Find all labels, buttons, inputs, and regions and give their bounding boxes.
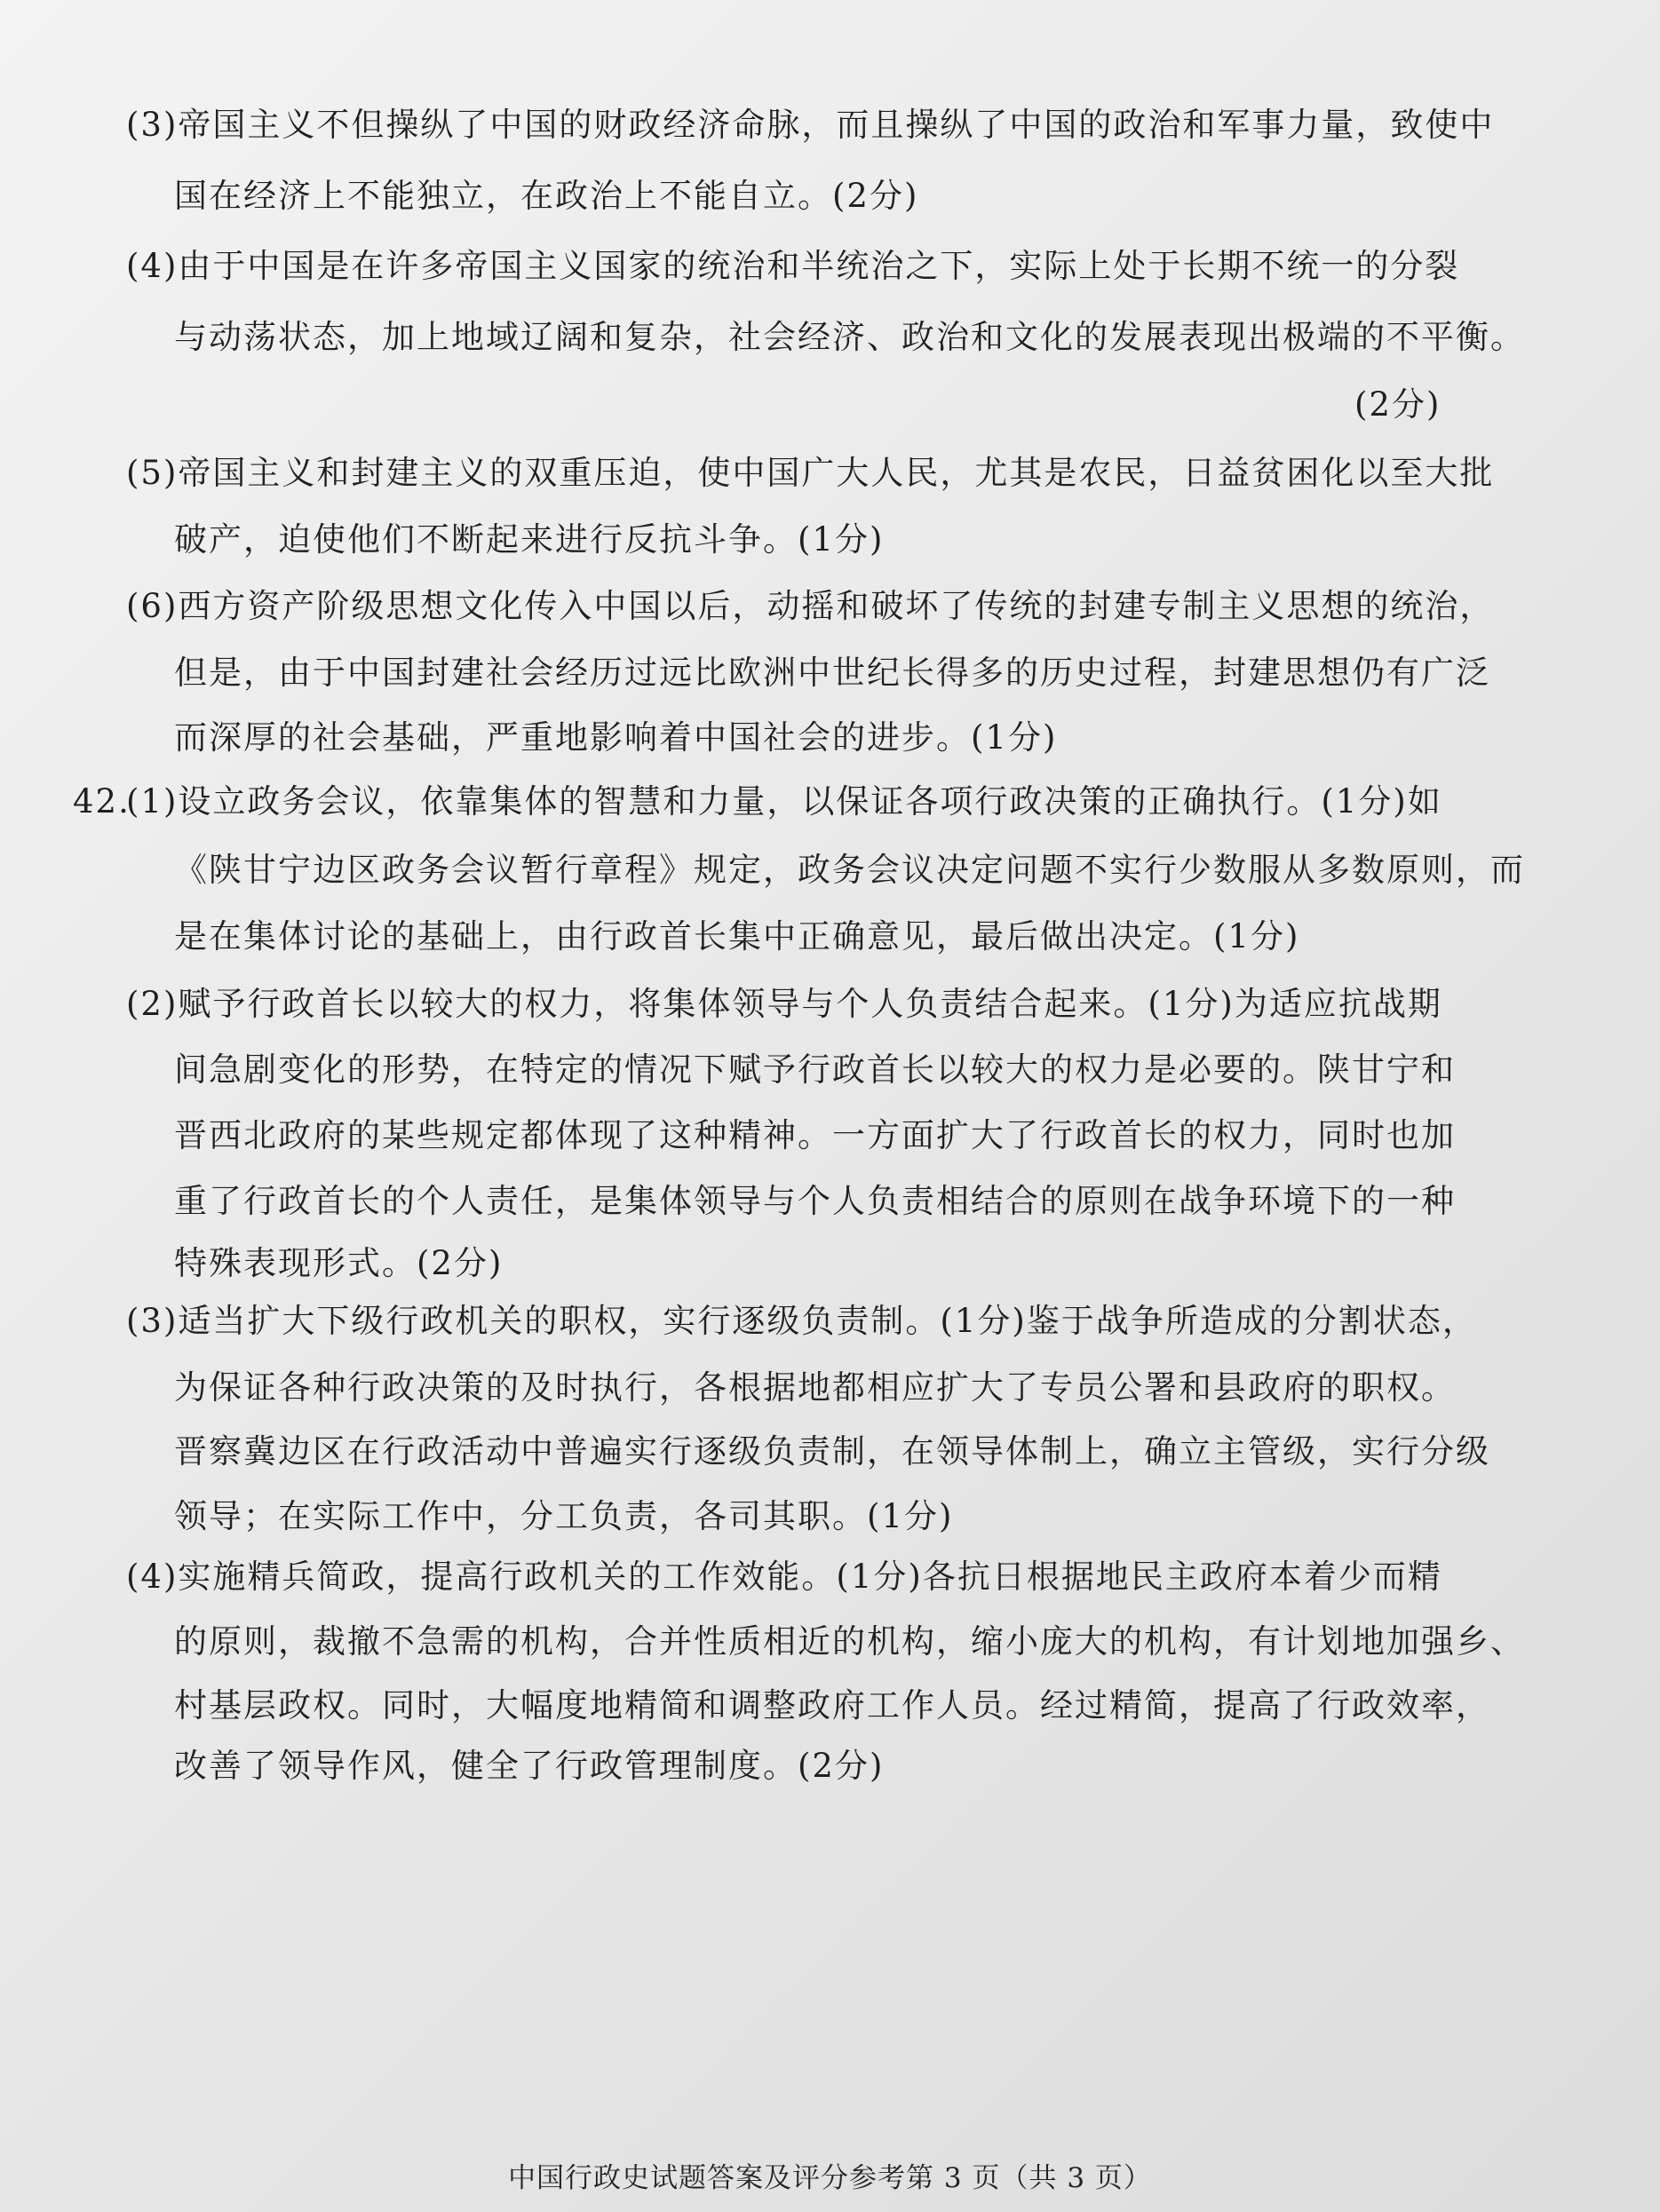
answer-41-4-line-2: 与动荡状态，加上地域辽阔和复杂，社会经济、政治和文化的发展表现出极端的不平衡。 xyxy=(174,318,1525,356)
answer-42-2-line-3: 晋西北政府的某些规定都体现了这种精神。一方面扩大了行政首长的权力，同时也加 xyxy=(174,1116,1456,1154)
answer-42-4-line-4: 改善了领导作风，健全了行政管理制度。(2分) xyxy=(174,1747,885,1785)
answer-41-3-line-1: (3)帝国主义不但操纵了中国的财政经济命脉，而且操纵了中国的政治和军事力量，致使中 xyxy=(126,106,1495,144)
answer-42-1-line-1: (1)设立政务会议，依靠集体的智慧和力量，以保证各项行政决策的正确执行。(1分)如 xyxy=(126,782,1442,821)
answer-42-4-line-1: (4)实施精兵简政，提高行政机关的工作效能。(1分)各抗日根据地民主政府本着少而精 xyxy=(126,1558,1442,1596)
answer-42-4-line-2: 的原则，裁撤不急需的机构，合并性质相近的机构，缩小庞大的机构，有计划地加强乡、 xyxy=(174,1622,1525,1661)
answer-42-2-line-1: (2)赋予行政首长以较大的权力，将集体领导与个人负责结合起来。(1分)为适应抗战期 xyxy=(126,985,1442,1023)
answer-41-6-line-3: 而深厚的社会基础，严重地影响着中国社会的进步。(1分) xyxy=(174,718,1058,757)
answer-42-2-line-2: 间急剧变化的形势，在特定的情况下赋予行政首长以较大的权力是必要的。陕甘宁和 xyxy=(174,1051,1456,1089)
answer-41-6-line-2: 但是，由于中国封建社会经历过远比欧洲中世纪长得多的历史过程，封建思想仍有广泛 xyxy=(174,654,1490,692)
answer-41-3-line-2: 国在经济上不能独立，在政治上不能自立。(2分) xyxy=(174,177,919,215)
answer-41-4-line-1: (4)由于中国是在许多帝国主义国家的统治和半统治之下，实际上处于长期不统一的分裂 xyxy=(126,247,1460,285)
answer-42-3-line-1: (3)适当扩大下级行政机关的职权，实行逐级负责制。(1分)鉴于战争所造成的分割状态， xyxy=(126,1302,1477,1340)
page-footer: 中国行政史试题答案及评分参考第 3 页（共 3 页） xyxy=(508,2162,1152,2194)
answer-41-5-line-2: 破产，迫使他们不断起来进行反抗斗争。(1分) xyxy=(174,520,885,559)
answer-42-1-line-2: 《陕甘宁边区政务会议暂行章程》规定，政务会议决定问题不实行少数服从多数原则，而 xyxy=(174,851,1525,889)
question-42-number: 42. xyxy=(73,782,131,821)
answer-42-3-line-4: 领导；在实际工作中，分工负责，各司其职。(1分) xyxy=(174,1497,954,1535)
answer-42-3-line-2: 为保证各种行政决策的及时执行，各根据地都相应扩大了专员公署和县政府的职权。 xyxy=(174,1368,1456,1407)
answer-42-3-line-3: 晋察冀边区在行政活动中普遍实行逐级负责制，在领导体制上，确立主管级，实行分级 xyxy=(174,1432,1490,1471)
answer-41-4-score: (2分) xyxy=(1354,385,1442,424)
answer-42-2-line-5: 特殊表现形式。(2分) xyxy=(174,1244,504,1282)
answer-42-1-line-3: 是在集体讨论的基础上，由行政首长集中正确意见，最后做出决定。(1分) xyxy=(174,917,1300,955)
answer-42-2-line-4: 重了行政首长的个人责任，是集体领导与个人负责相结合的原则在战争环境下的一种 xyxy=(174,1182,1456,1220)
answer-41-6-line-1: (6)西方资产阶级思想文化传入中国以后，动摇和破坏了传统的封建专制主义思想的统治， xyxy=(126,587,1495,625)
answer-41-5-line-1: (5)帝国主义和封建主义的双重压迫，使中国广大人民，尤其是农民，日益贫困化以至大批 xyxy=(126,454,1495,492)
answer-42-4-line-3: 村基层政权。同时，大幅度地精简和调整政府工作人员。经过精简，提高了行政效率， xyxy=(174,1686,1490,1724)
